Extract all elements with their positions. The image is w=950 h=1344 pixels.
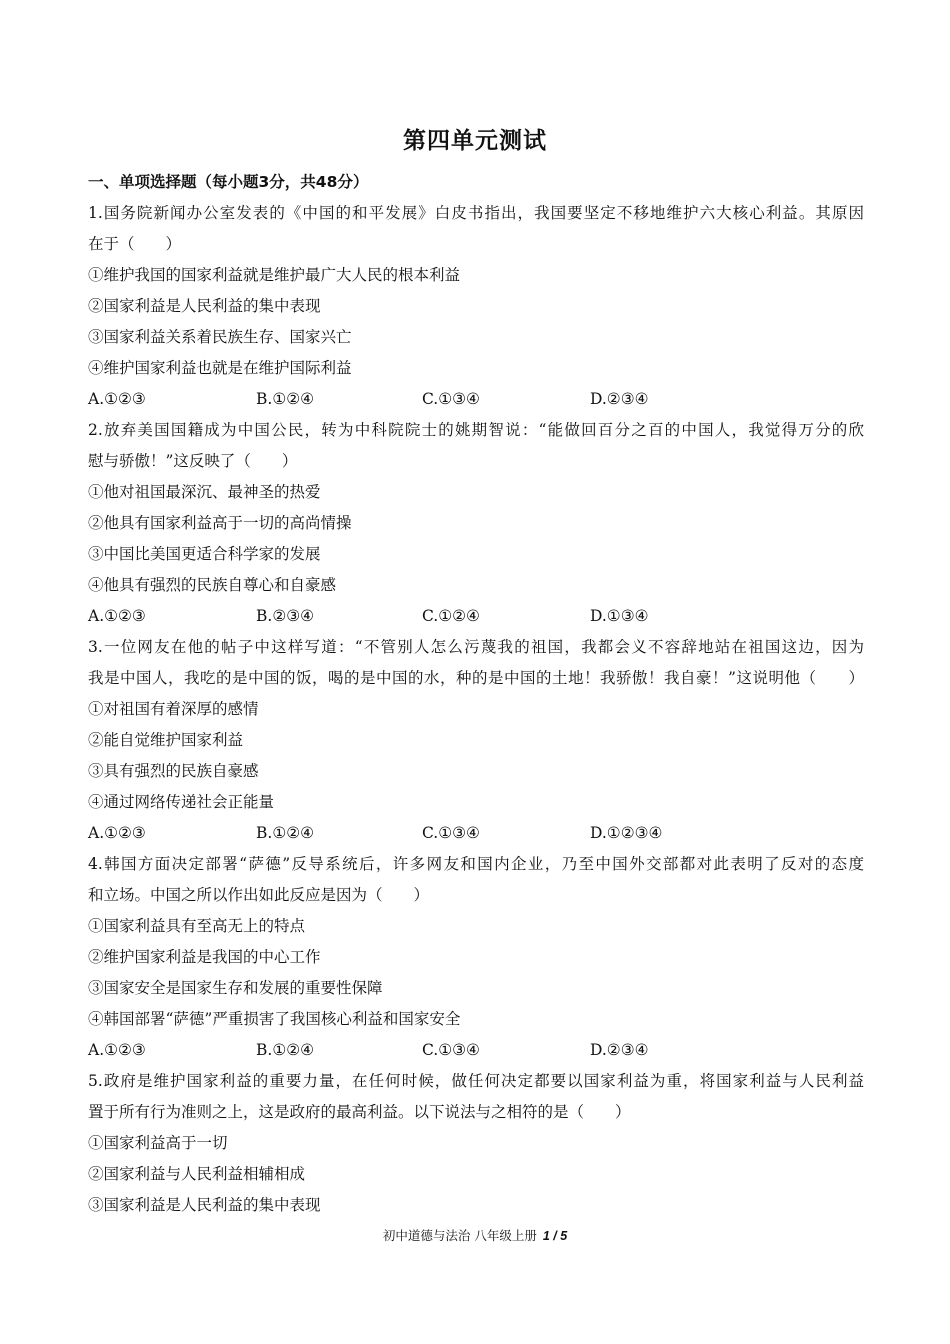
question-stem-line: 2.放弃美国国籍成为中国公民，转为中科院院士的姚期智说：“能做回百分之百的中国人，我觉得万分的欣 (88, 421, 864, 439)
statement-4: ④他具有强烈的民族自尊心和自豪感 (88, 576, 337, 594)
question-4 (88, 849, 864, 1066)
option-a: A.①②③ (88, 607, 146, 625)
option-c: C.①③④ (422, 824, 480, 842)
question-list (88, 198, 864, 1221)
statement-3: ③国家利益是人民利益的集中表现 (88, 1196, 321, 1214)
statement-1: ①国家利益具有至高无上的特点 (88, 917, 306, 935)
answer-options (88, 1035, 864, 1066)
statement-2: ②国家利益是人民利益的集中表现 (88, 297, 321, 315)
option-c: C.①③④ (422, 390, 480, 408)
option-d: D.②③④ (590, 390, 649, 408)
statement-3: ③中国比美国更适合科学家的发展 (88, 545, 321, 563)
option-a: A.①②③ (88, 390, 146, 408)
option-d: D.①③④ (590, 607, 649, 625)
question-stem-line: 和立场。中国之所以作出如此反应是因为（ ） (88, 886, 430, 904)
option-c: C.①②④ (422, 607, 480, 625)
option-a: A.①②③ (88, 824, 146, 842)
question-stem-line: 置于所有行为准则之上，这是政府的最高利益。以下说法与之相符的是（ ） (88, 1103, 631, 1121)
question-stem-line: 5.政府是维护国家利益的重要力量，在任何时候，做任何决定都要以国家利益为重，将国家利益与人民利益 (88, 1072, 864, 1090)
statement-3: ③具有强烈的民族自豪感 (88, 762, 259, 780)
document-title: 第四单元测试 (403, 127, 547, 154)
option-b: B.①②④ (256, 390, 315, 408)
question-3 (88, 632, 864, 849)
option-b: B.①②④ (256, 1041, 315, 1059)
question-stem-line: 3.一位网友在他的帖子中这样写道：“不管别人怎么污蔑我的祖国，我都会义不容辞地站在祖国这边，因为 (88, 638, 864, 656)
statement-1: ①国家利益高于一切 (88, 1134, 228, 1152)
statement-4: ④维护国家利益也就是在维护国际利益 (88, 359, 352, 377)
answer-options (88, 601, 864, 632)
option-b: B.①②④ (256, 824, 315, 842)
page-number: 1 / 5 (542, 1229, 568, 1243)
question-stem-line: 慰与骄傲！”这反映了（ ） (88, 452, 298, 470)
question-1 (88, 198, 864, 415)
question-stem-line: 在于（ ） (88, 235, 182, 253)
option-d: D.②③④ (590, 1041, 649, 1059)
statement-3: ③国家安全是国家生存和发展的重要性保障 (88, 979, 383, 997)
answer-options (88, 818, 864, 849)
option-d: D.①②③④ (590, 824, 663, 842)
statement-4: ④通过网络传递社会正能量 (88, 793, 275, 811)
statement-2: ②能自觉维护国家利益 (88, 731, 244, 749)
statement-2: ②国家利益与人民利益相辅相成 (88, 1165, 306, 1183)
answer-options (88, 384, 864, 415)
statement-1: ①对祖国有着深厚的感情 (88, 700, 259, 718)
statement-3: ③国家利益关系着民族生存、国家兴亡 (88, 328, 352, 346)
option-c: C.①③④ (422, 1041, 480, 1059)
statement-4: ④韩国部署“萨德”严重损害了我国核心利益和国家安全 (88, 1010, 461, 1028)
option-b: B.②③④ (256, 607, 315, 625)
question-2 (88, 415, 864, 632)
question-5 (88, 1066, 864, 1221)
question-stem-line: 4.韩国方面决定部署“萨德”反导系统后，许多网友和国内企业，乃至中国外交部都对此表明了反对的态度 (88, 855, 864, 873)
statement-1: ①维护我国的国家利益就是维护最广大人民的根本利益 (88, 266, 461, 284)
footer-text: 初中道德与法治 八年级上册 (382, 1228, 537, 1243)
section-heading: 一、单项选择题（每小题3分，共48分） (88, 173, 369, 191)
page-footer (0, 1226, 950, 1244)
question-stem-line: 1.国务院新闻办公室发表的《中国的和平发展》白皮书指出，我国要坚定不移地维护六大核心利益。其原因 (88, 204, 864, 222)
statement-2: ②他具有国家利益高于一切的高尚情操 (88, 514, 352, 532)
statement-2: ②维护国家利益是我国的中心工作 (88, 948, 321, 966)
statement-1: ①他对祖国最深沉、最神圣的热爱 (88, 483, 321, 501)
question-stem-line: 我是中国人，我吃的是中国的饭，喝的是中国的水，种的是中国的土地！我骄傲！我自豪！”这说明他（ ） (88, 669, 864, 687)
option-a: A.①②③ (88, 1041, 146, 1059)
